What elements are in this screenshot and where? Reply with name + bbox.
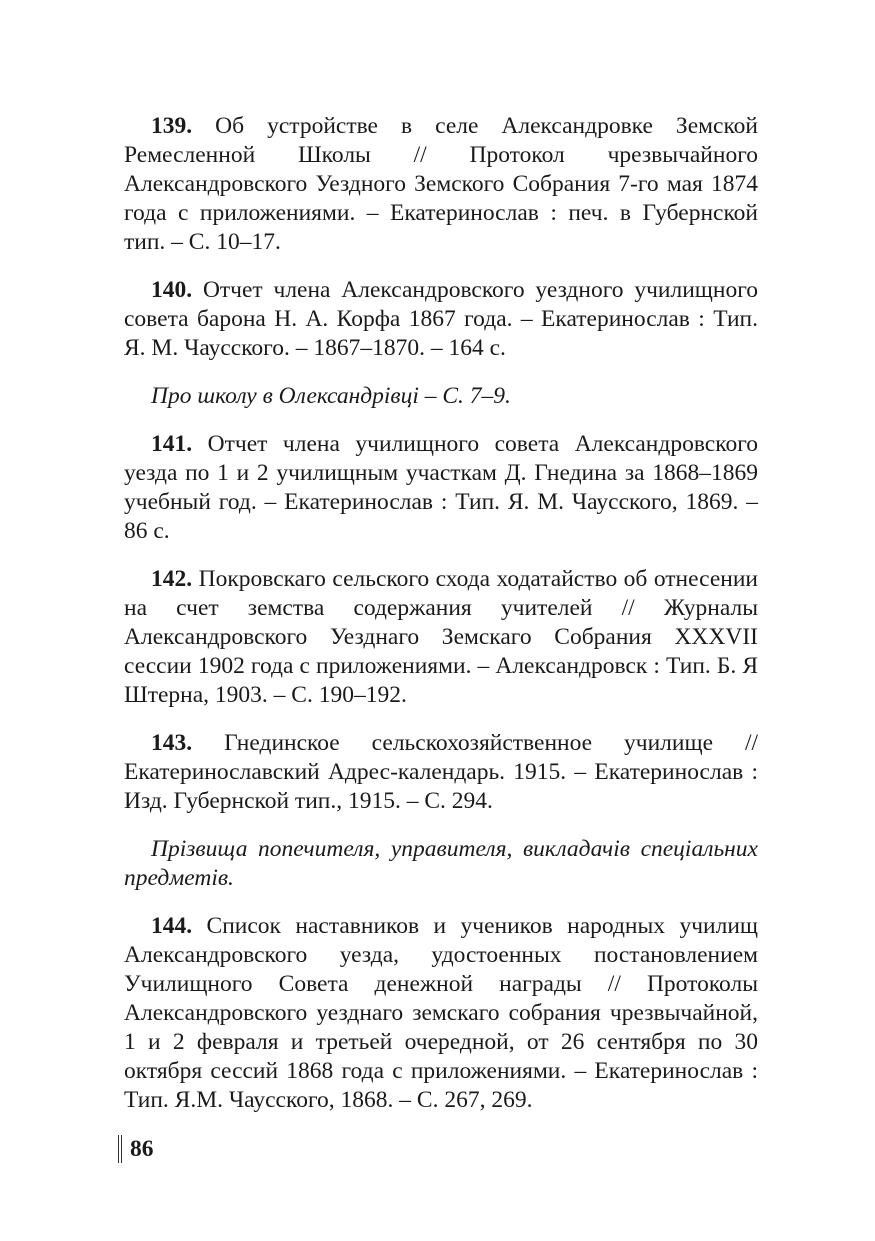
entry-text: Об устройстве в селе Александровке Земской Ремесленной Школы // Протокол чрезвычайного Александровского Уездного Земского Собрания 7-го мая 1874 года с приложениями. – Екатеринослав : печ. в Губернской тип. – С. 10–17.: [124, 113, 758, 255]
entry-number: 139.: [151, 113, 193, 139]
entry-note: Прізвища попечителя, управителя, викладачів спеціальних предметів.: [124, 836, 758, 891]
entry-139: [124, 112, 758, 257]
page-footer: [118, 1135, 154, 1163]
entry-140: [124, 276, 758, 363]
entry-text: Гнединское сельскохозяйственное училище // Екатеринославский Адрес-календарь. 1915. – Екатеринослав : Изд. Губернской тип., 1915. – С. 294.: [124, 730, 759, 814]
entry-142: [124, 565, 758, 710]
entry-text: Покровскаго сельского схода ходатайство об отнесении на счет земства содержания учителей // Журналы Александровского Уезднаго Земскаго Собрания XXXVII сессии 1902 года с приложениями. – Александровск : Тип. Б. Я Штерна, 1903. – С. 190–192.: [124, 566, 758, 708]
entry-number: 142.: [151, 566, 193, 592]
entry-text: Список наставников и учеников народных училищ Александровского уезда, удостоенных постановлением Училищного Совета денежной награды // Протоколы Александровского уезднаго земскаго собрания чрезвычайной, 1 и 2 февраля и третьей очередной, от 26 сентября по 30 октября сессий 1868 года с приложениями. – Екатеринослав : Тип. Я.М. Чаусского, 1868. – С. 267, 269.: [124, 913, 759, 1113]
entry-number: 143.: [151, 730, 193, 756]
entry-144: [124, 912, 758, 1115]
entry-number: 140.: [151, 277, 193, 303]
bibliography-entries: [124, 112, 758, 1134]
footer-rule: [118, 1135, 122, 1163]
entry-text: Отчет члена Александровского уездного училищного совета барона Н. А. Корфа 1867 года. – Екатеринослав : Тип. Я. М. Чаусского. – 1867–1870. – 164 с.: [124, 277, 758, 361]
entry-number: 144.: [151, 913, 193, 939]
page-number: 86: [130, 1136, 154, 1162]
entry-note: Про школу в Олександрівці – С. 7–9.: [151, 383, 511, 409]
entry-143: [124, 729, 758, 816]
entry-number: 141.: [151, 431, 193, 457]
entry-141: [124, 430, 758, 546]
entry-text: Отчет члена училищного совета Александровского уезда по 1 и 2 училищным участкам Д. Гнедина за 1868–1869 учебный год. – Екатеринослав : Тип. Я. М. Чаусского, 1869. – 86 с.: [124, 431, 759, 544]
